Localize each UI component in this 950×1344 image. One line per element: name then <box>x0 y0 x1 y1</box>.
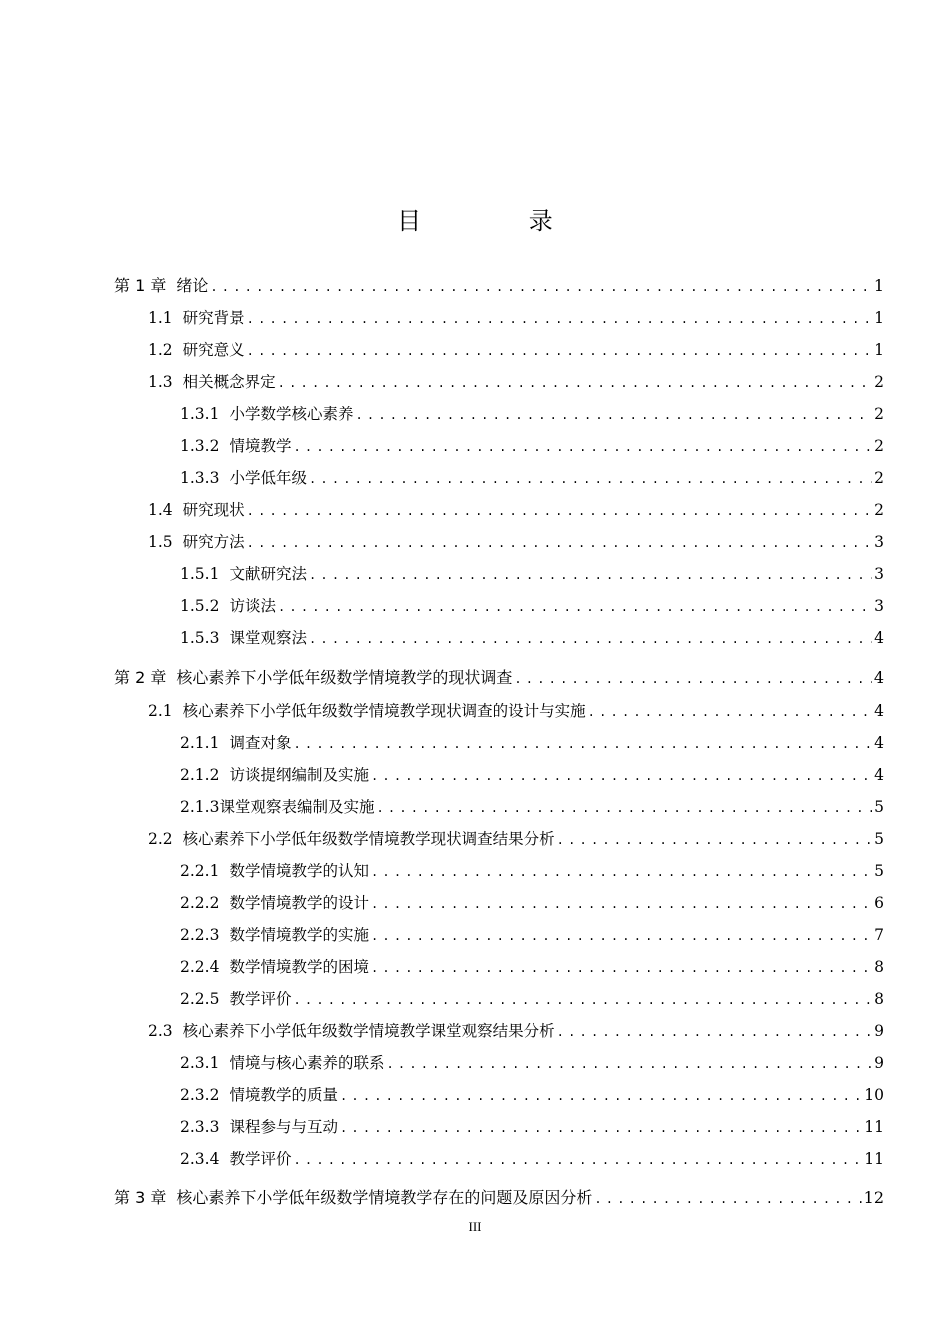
toc-page-number: 4 <box>874 629 884 647</box>
toc-text: 绪论 <box>176 276 209 295</box>
toc-leader <box>514 667 871 691</box>
toc-text: 课堂观察表编制及实施 <box>219 798 375 816</box>
toc-leader <box>293 732 872 756</box>
toc-number: 第 3 章 <box>114 1188 167 1207</box>
toc-page-number: 2 <box>874 469 884 487</box>
toc-text: 情境教学 <box>229 437 292 455</box>
toc-page-number: 4 <box>874 766 884 784</box>
toc-label <box>180 1147 291 1171</box>
toc-label <box>114 1186 592 1210</box>
toc-leader <box>371 892 872 916</box>
toc-leader <box>386 1052 872 1076</box>
toc-entry[interactable] <box>148 699 884 724</box>
toc-text: 访谈法 <box>229 597 276 615</box>
toc-entry[interactable] <box>180 763 884 788</box>
toc-entry[interactable] <box>180 594 884 619</box>
toc-entry[interactable] <box>180 859 884 884</box>
toc-label <box>180 1115 338 1139</box>
toc-number: 1.3.2 <box>180 437 220 455</box>
toc-text: 调查对象 <box>229 734 292 752</box>
toc-leader <box>247 307 872 331</box>
toc-number: 2.2.2 <box>180 894 220 912</box>
toc-leader <box>293 1148 862 1172</box>
toc-label <box>180 402 353 426</box>
toc-leader <box>309 627 872 651</box>
toc-page-number: 9 <box>874 1022 884 1040</box>
toc-text: 情境与核心素养的联系 <box>229 1054 385 1072</box>
toc-page-number: 2 <box>874 501 884 519</box>
toc-label <box>180 795 374 819</box>
toc-page-number: 8 <box>874 990 884 1008</box>
toc-text: 核心素养下小学低年级数学情境教学的现状调查 <box>176 668 513 687</box>
toc-label <box>180 859 369 883</box>
toc-entry[interactable] <box>180 731 884 756</box>
toc-page-number: 3 <box>874 533 884 551</box>
toc-page-number: 3 <box>874 565 884 583</box>
toc-leader <box>278 371 872 395</box>
toc-entry[interactable] <box>180 562 884 587</box>
toc-entry[interactable] <box>180 955 884 980</box>
toc-entry[interactable] <box>180 466 884 491</box>
toc-label <box>148 1019 555 1043</box>
toc-leader <box>247 339 872 363</box>
toc-entry[interactable] <box>114 274 884 299</box>
toc-page-number: 9 <box>874 1054 884 1072</box>
toc-page-number: 5 <box>874 862 884 880</box>
toc-page-number: 1 <box>874 309 884 327</box>
toc-page-number: 5 <box>874 830 884 848</box>
toc-label <box>180 987 291 1011</box>
page-title: 目 录 <box>397 207 603 235</box>
toc-label <box>180 891 369 915</box>
toc-number: 2.2.1 <box>180 862 220 880</box>
toc-leader <box>309 467 872 491</box>
toc-number: 1.5.3 <box>180 629 220 647</box>
toc-label <box>148 370 276 394</box>
toc-entry[interactable] <box>114 1186 884 1211</box>
toc-label <box>180 1083 338 1107</box>
toc-text: 文献研究法 <box>229 565 307 583</box>
toc-entry[interactable] <box>180 891 884 916</box>
toc-text: 课程参与与互动 <box>229 1118 338 1136</box>
toc-page-number: 7 <box>874 926 884 944</box>
toc-label <box>180 626 307 650</box>
toc-number: 第 1 章 <box>114 276 167 295</box>
toc-page-number: 8 <box>874 958 884 976</box>
toc-text: 教学评价 <box>229 990 292 1008</box>
toc-text: 相关概念界定 <box>182 373 276 391</box>
toc-leader <box>371 764 872 788</box>
toc-page-number: 11 <box>864 1150 884 1168</box>
toc-entry[interactable] <box>180 626 884 651</box>
toc-entry[interactable] <box>180 1083 884 1108</box>
toc-number: 2.1.3 <box>180 798 220 816</box>
toc-text: 核心素养下小学低年级数学情境教学课堂观察结果分析 <box>182 1022 555 1040</box>
toc-leader <box>247 499 872 523</box>
toc-entry[interactable] <box>148 498 884 523</box>
toc-number: 2.1.2 <box>180 766 220 784</box>
toc-entry[interactable] <box>148 370 884 395</box>
toc-number: 2.2 <box>148 830 173 848</box>
toc-number: 1.5 <box>148 533 173 551</box>
toc-number: 1.2 <box>148 341 173 359</box>
toc-label <box>180 466 307 490</box>
toc-text: 核心素养下小学低年级数学情境教学现状调查的设计与实施 <box>182 702 586 720</box>
toc-leader <box>588 700 872 724</box>
toc-entry[interactable] <box>114 666 884 691</box>
toc-page-number: 4 <box>873 668 884 687</box>
toc-page-number: 3 <box>874 597 884 615</box>
toc-number: 1.3.3 <box>180 469 220 487</box>
toc-text: 小学数学核心素养 <box>229 405 354 423</box>
toc-page-number: 11 <box>864 1118 884 1136</box>
toc-number: 2.1.1 <box>180 734 220 752</box>
toc-page-number: 12 <box>863 1188 884 1207</box>
toc-entry[interactable] <box>180 1115 884 1140</box>
toc-label <box>114 666 512 690</box>
toc-number: 1.3 <box>148 373 173 391</box>
toc-text: 核心素养下小学低年级数学情境教学存在的问题及原因分析 <box>176 1188 593 1207</box>
page-number-footer: III <box>468 1219 482 1234</box>
toc-entry[interactable] <box>180 795 884 820</box>
toc-number: 2.3.1 <box>180 1054 220 1072</box>
toc-label <box>148 827 555 851</box>
toc-entry[interactable] <box>180 987 884 1012</box>
toc-label <box>114 274 208 298</box>
toc-entry[interactable] <box>148 827 884 852</box>
toc-text: 数学情境教学的实施 <box>229 926 369 944</box>
toc-number: 1.1 <box>148 309 173 327</box>
toc-page-number: 2 <box>874 405 884 423</box>
toc-entry[interactable] <box>180 402 884 427</box>
toc-leader <box>309 563 872 587</box>
toc-entry[interactable] <box>180 923 884 948</box>
toc-label <box>180 731 291 755</box>
toc-leader <box>340 1116 862 1140</box>
toc-leader <box>340 1084 862 1108</box>
toc-page-number: 4 <box>874 702 884 720</box>
toc-leader <box>371 956 872 980</box>
toc-number: 1.4 <box>148 501 173 519</box>
toc-label <box>180 763 369 787</box>
toc-label <box>148 530 245 554</box>
toc-number: 2.1 <box>148 702 173 720</box>
toc-number: 2.3.3 <box>180 1118 220 1136</box>
toc-entry[interactable] <box>148 1019 884 1044</box>
toc-page-number: 1 <box>873 276 884 295</box>
toc-text: 教学评价 <box>229 1150 292 1168</box>
toc-label <box>180 923 369 947</box>
toc-text: 情境教学的质量 <box>229 1086 338 1104</box>
toc-text: 访谈提纲编制及实施 <box>229 766 369 784</box>
toc-entry[interactable] <box>148 306 884 331</box>
toc-number: 2.2.3 <box>180 926 220 944</box>
toc-label <box>180 562 307 586</box>
toc-text: 研究方法 <box>182 533 245 551</box>
toc-number: 2.3.2 <box>180 1086 220 1104</box>
toc-entry[interactable] <box>180 1051 884 1076</box>
toc-entry[interactable] <box>180 1147 884 1172</box>
toc-text: 研究现状 <box>182 501 245 519</box>
toc-number: 2.2.5 <box>180 990 220 1008</box>
toc-leader <box>293 435 872 459</box>
toc-label <box>148 306 245 330</box>
toc-page-number: 5 <box>874 798 884 816</box>
toc-label <box>148 338 245 362</box>
toc-leader <box>376 796 872 820</box>
toc-label <box>180 594 276 618</box>
toc-text: 小学低年级 <box>229 469 307 487</box>
toc-label <box>180 434 291 458</box>
toc-text: 数学情境教学的认知 <box>229 862 369 880</box>
toc-leader <box>594 1187 861 1211</box>
toc-text: 数学情境教学的设计 <box>229 894 369 912</box>
toc-text: 研究背景 <box>182 309 245 327</box>
toc-page-number: 1 <box>874 341 884 359</box>
toc-leader <box>557 828 872 852</box>
toc-leader <box>278 595 872 619</box>
toc-number: 第 2 章 <box>114 668 167 687</box>
toc-label <box>148 498 245 522</box>
toc-page-number: 2 <box>874 373 884 391</box>
toc-number: 1.5.1 <box>180 565 220 583</box>
toc-number: 1.3.1 <box>180 405 220 423</box>
toc-leader <box>210 275 871 299</box>
toc-number: 2.3 <box>148 1022 173 1040</box>
toc-page-number: 6 <box>874 894 884 912</box>
toc-number: 2.2.4 <box>180 958 220 976</box>
toc-leader <box>293 988 872 1012</box>
toc-number: 2.3.4 <box>180 1150 220 1168</box>
toc-text: 核心素养下小学低年级数学情境教学现状调查结果分析 <box>182 830 555 848</box>
toc-entry[interactable] <box>148 530 884 555</box>
toc-entry[interactable] <box>180 434 884 459</box>
toc-number: 1.5.2 <box>180 597 220 615</box>
toc-text: 数学情境教学的困境 <box>229 958 369 976</box>
toc-leader <box>371 924 872 948</box>
toc-leader <box>557 1020 872 1044</box>
toc-text: 研究意义 <box>182 341 245 359</box>
toc-label <box>180 955 369 979</box>
toc-text: 课堂观察法 <box>229 629 307 647</box>
toc-leader <box>355 403 872 427</box>
toc-entry[interactable] <box>148 338 884 363</box>
toc-page-number: 2 <box>874 437 884 455</box>
toc-leader <box>247 531 872 555</box>
toc-label <box>180 1051 384 1075</box>
toc-leader <box>371 860 872 884</box>
toc-page-number: 4 <box>874 734 884 752</box>
toc-page-number: 10 <box>864 1086 884 1104</box>
toc-label <box>148 699 586 723</box>
